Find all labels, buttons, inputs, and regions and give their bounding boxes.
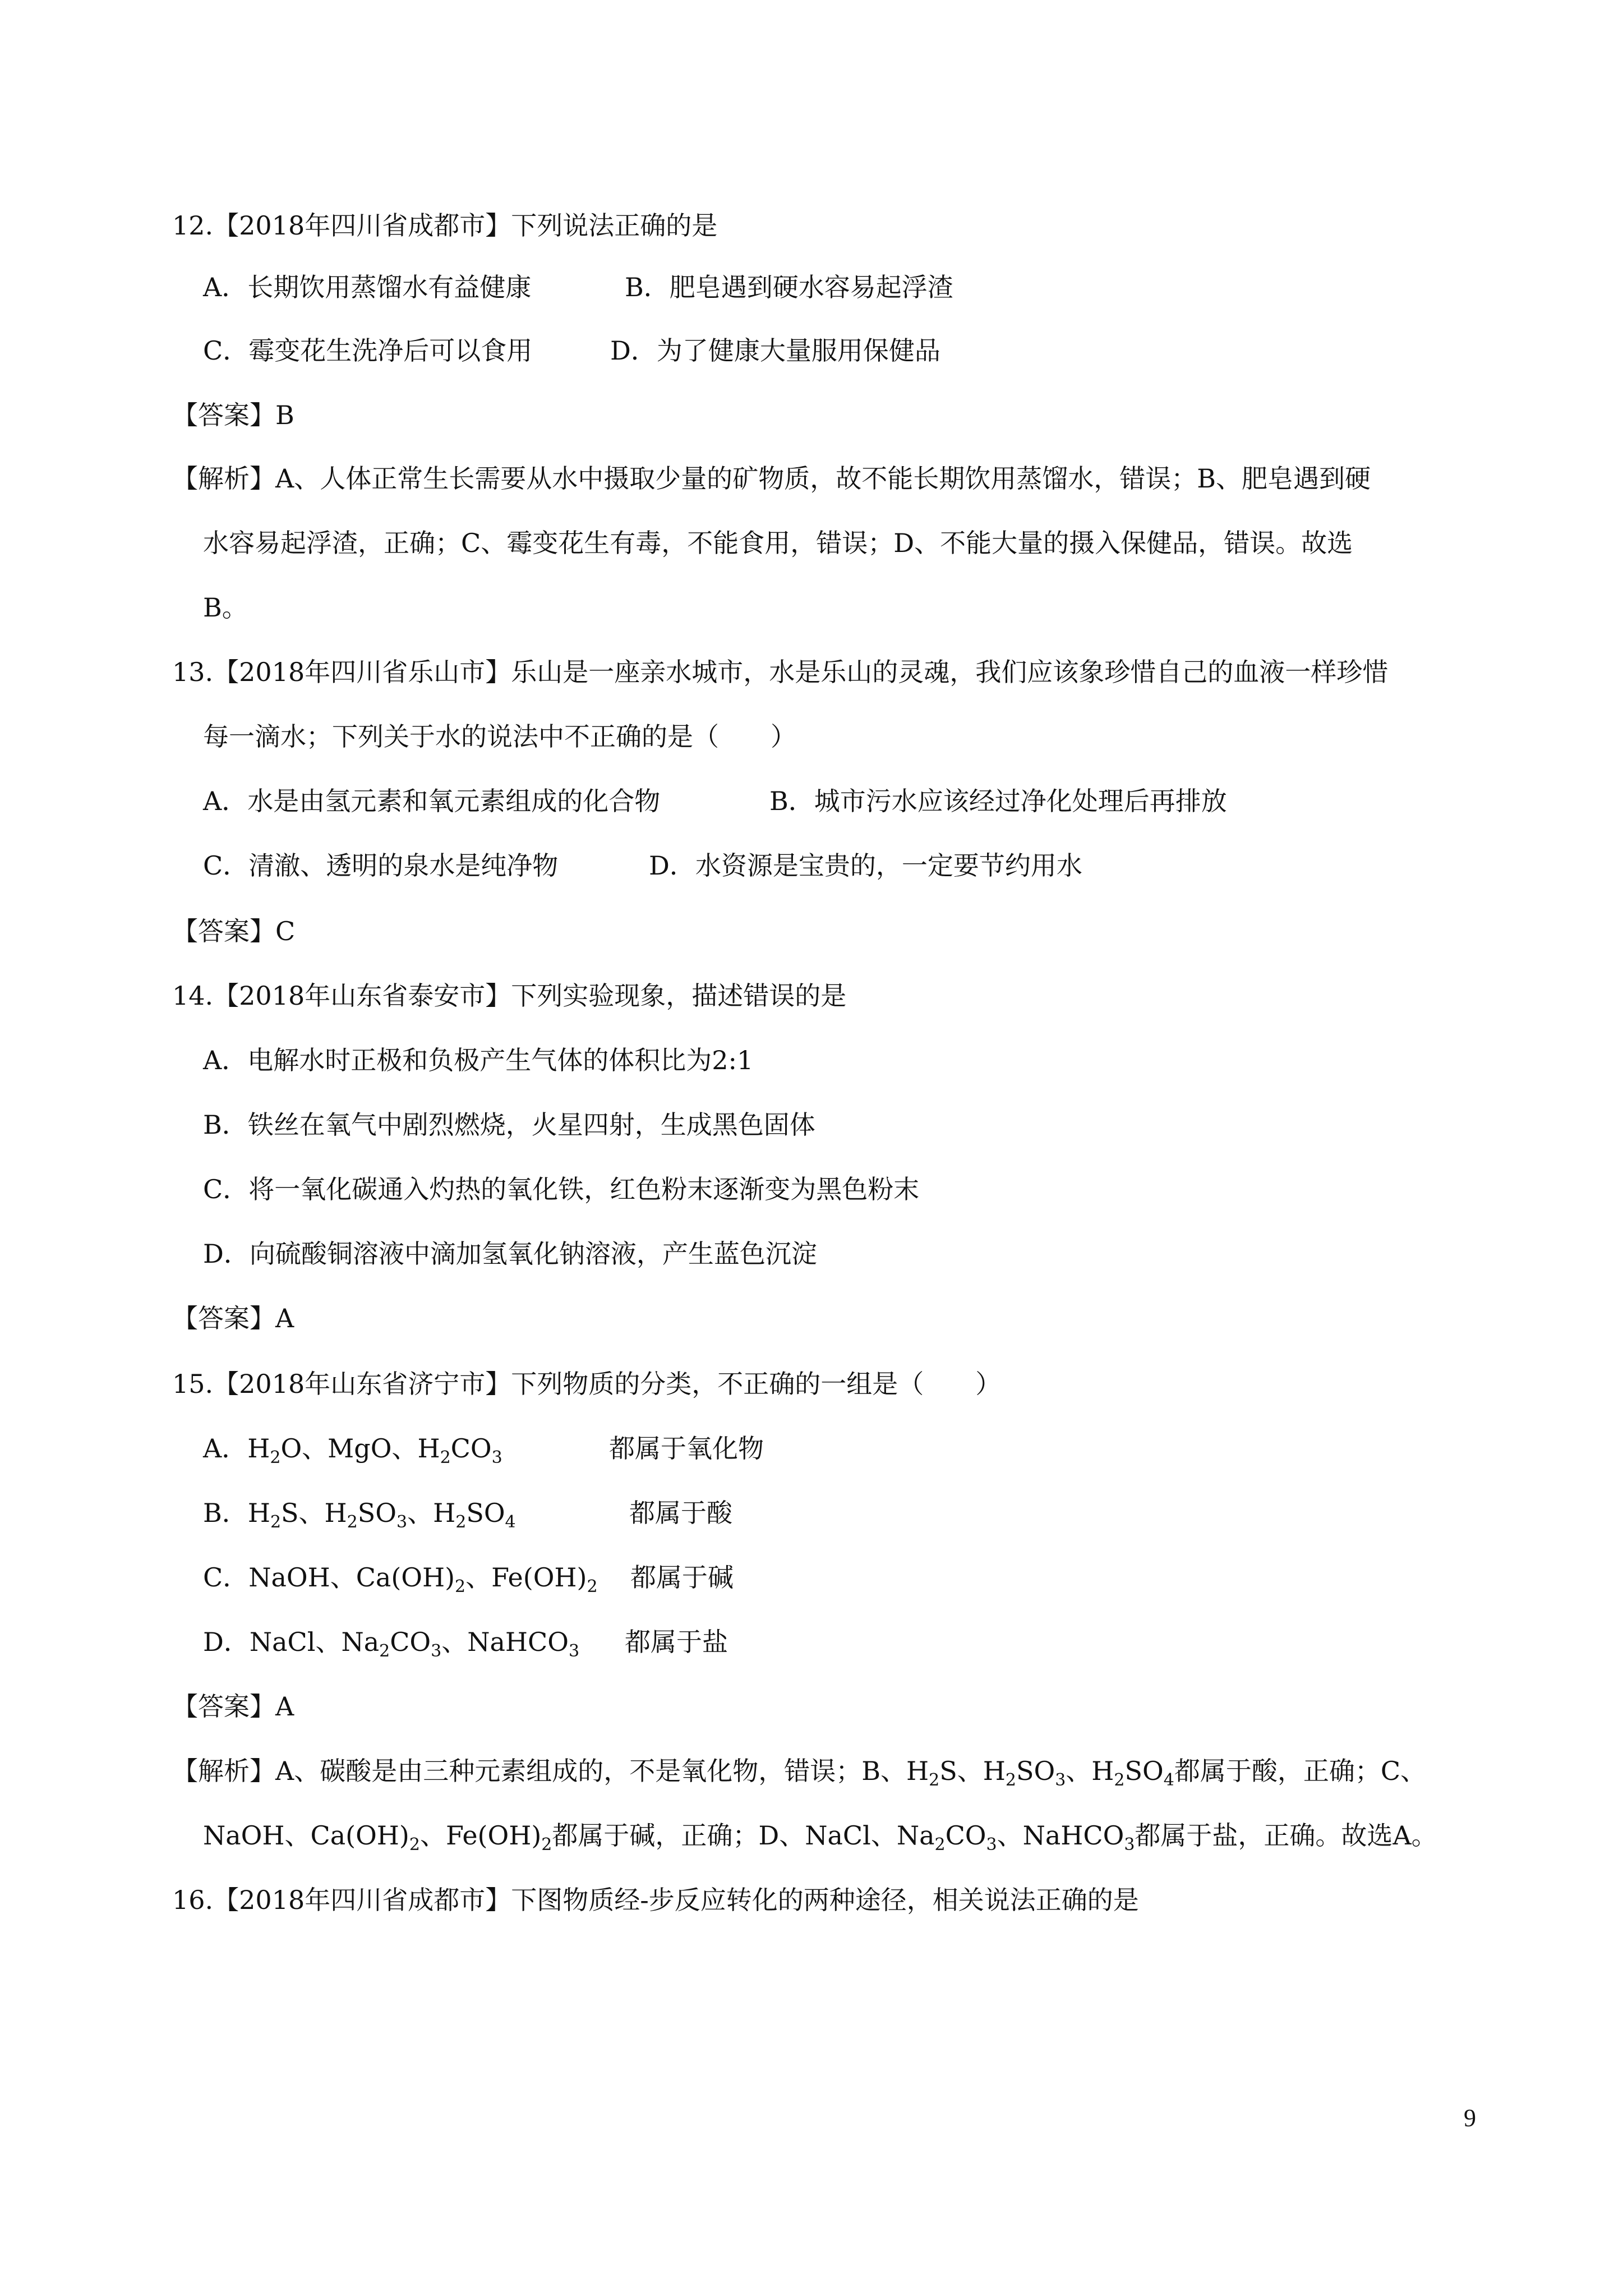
q14-option-c: C．将一氧化碳通入灼热的氧化铁，红色粉末逐渐变为黑色粉末 — [203, 1174, 920, 1204]
q13-stem-line-1: 13.【2018年四川省乐山市】乐山是一座亲水城市，水是乐山的灵魂，我们应该象珍惜自己的血液一样珍惜 — [172, 657, 1389, 687]
q16-stem: 16.【2018年四川省成都市】下图物质经-步反应转化的两种途径，相关说法正确的是 — [172, 1885, 1139, 1915]
q13-option-c: C．清澈、透明的泉水是纯净物 — [203, 850, 559, 881]
q15-analysis-line-1: 【解析】A、碳酸是由三种元素组成的，不是氧化物，错误；B、$H_2S$、$H_2SO_3$、$H_2SO_4$都属于酸，正确；C、 — [172, 1756, 1427, 1790]
q15-option-a-formulas: A．$H_2O$、MgO、$H_2CO_3$ — [203, 1433, 502, 1467]
q13-option-a: A．水是由氢元素和氧元素组成的化合物 — [203, 786, 661, 816]
q12-option-b: B．肥皂遇到硬水容易起浮渣 — [625, 272, 953, 302]
q15-option-b-class: 都属于酸 — [629, 1498, 732, 1528]
q14-option-b: B．铁丝在氧气中剧烈燃烧，火星四射，生成黑色固体 — [203, 1110, 815, 1140]
q12-analysis-line-2: 水容易起浮渣，正确；C、霉变花生有毒，不能食用，错误；D、不能大量的摄入保健品，错误。故选 — [203, 528, 1353, 558]
q15-analysis-line-2: NaOH、$Ca(OH)_2$、$Fe(OH)_2$都属于碱，正确；D、NaCl、$Na_2CO_3$、NaHCO$_3$都属于盐，正确。故选A。 — [203, 1820, 1437, 1855]
q12-answer: 【答案】B — [172, 400, 294, 430]
q15-option-d-formulas: D．NaCl、$Na_2CO_3$、NaHCO$_3$ — [203, 1627, 580, 1661]
q15-option-c-formulas: C．NaOH、$Ca(OH)_2$、$Fe(OH)_2$ — [203, 1562, 598, 1596]
q12-analysis-line-3: B。 — [203, 592, 248, 623]
q13-answer: 【答案】C — [172, 916, 296, 946]
q15-answer: 【答案】A — [172, 1691, 294, 1722]
q14-option-a: A．电解水时正极和负极产生气体的体积比为2:1 — [203, 1045, 754, 1075]
q15-option-d-class: 都属于盐 — [625, 1627, 728, 1657]
q14-stem: 14.【2018年山东省泰安市】下列实验现象，描述错误的是 — [172, 981, 847, 1011]
q15-stem: 15.【2018年山东省济宁市】下列物质的分类，不正确的一组是（ ） — [172, 1369, 1002, 1399]
q12-option-c: C．霉变花生洗净后可以食用 — [203, 335, 533, 366]
q15-option-c-class: 都属于碱 — [630, 1562, 734, 1593]
q15-option-b-formulas: B．$H_2S$、$H_2SO_3$、$H_2SO_4$ — [203, 1498, 516, 1532]
q13-option-b: B．城市污水应该经过净化处理后再排放 — [769, 786, 1227, 816]
q15-option-a-class: 都属于氧化物 — [609, 1433, 764, 1464]
page-number: 9 — [1464, 2104, 1476, 2132]
q14-option-d: D．向硫酸铜溶液中滴加氢氧化钠溶液，产生蓝色沉淀 — [203, 1239, 817, 1269]
q12-option-a: A．长期饮用蒸馏水有益健康 — [203, 272, 532, 302]
q13-stem-line-2: 每一滴水；下列关于水的说法中不正确的是（ ） — [203, 721, 796, 752]
q12-option-d: D．为了健康大量服用保健品 — [610, 335, 940, 366]
q12-analysis-line-1: 【解析】A、人体正常生长需要从水中摄取少量的矿物质，故不能长期饮用蒸馏水，错误；B、肥皂遇到硬 — [172, 463, 1371, 494]
q13-option-d: D．水资源是宝贵的，一定要节约用水 — [649, 850, 1082, 881]
q12-stem: 12.【2018年四川省成都市】下列说法正确的是 — [172, 210, 718, 241]
q14-answer: 【答案】A — [172, 1303, 294, 1333]
